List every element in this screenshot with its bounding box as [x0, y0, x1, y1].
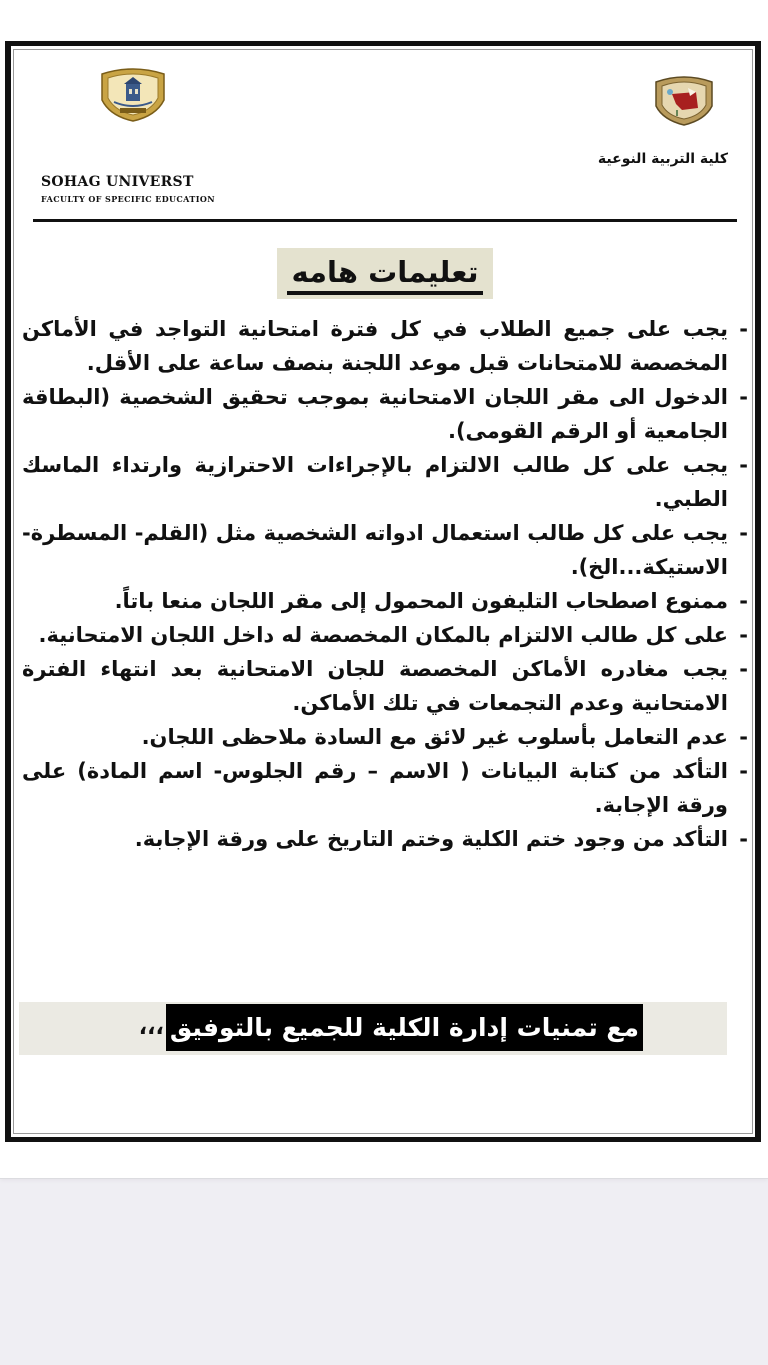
instruction-text: يجب مغادره الأماكن المخصصة للجان الامتحانية بعد انتهاء الفترة الامتحانية وعدم التجمعات في تلك الأماكن.	[22, 657, 728, 715]
bullet-dash: -	[739, 453, 748, 477]
bullet-dash: -	[739, 623, 748, 647]
university-name-en: SOHAG UNIVERST	[41, 174, 194, 190]
bullet-dash: -	[739, 827, 748, 851]
instruction-item	[22, 312, 750, 380]
bullet-dash: -	[739, 317, 748, 341]
sohag-university-logo-icon	[96, 66, 170, 122]
closing-line	[139, 1002, 643, 1053]
instruction-text: على كل طالب الالتزام بالمكان المخصصة له داخل اللجان الامتحانية.	[38, 623, 728, 647]
instruction-text: يجب على جميع الطلاب في كل فترة امتحانية التواجد في الأماكن المخصصة للامتحانات قبل موعد اللجنة بنصف ساعة على الأقل.	[22, 317, 728, 375]
instructions-list	[22, 312, 750, 856]
instruction-item	[22, 448, 750, 516]
instruction-item	[22, 720, 750, 754]
instruction-item	[22, 754, 750, 822]
instruction-item	[22, 822, 750, 856]
faculty-name-ar: كلية التربية النوعية	[597, 151, 728, 167]
closing-suffix: ،،،	[138, 1015, 164, 1040]
instruction-item	[22, 618, 750, 652]
instruction-text: الدخول الى مقر اللجان الامتحانية بموجب تحقيق الشخصية (البطاقة الجامعية أو الرقم القومى).	[22, 385, 728, 443]
instruction-text: التأكد من وجود ختم الكلية وختم التاريخ على ورقة الإجابة.	[134, 827, 728, 851]
instruction-item	[22, 380, 750, 448]
bullet-dash: -	[739, 657, 748, 681]
instruction-item	[22, 516, 750, 584]
instruction-text: يجب على كل طالب استعمال ادواته الشخصية مثل (القلم- المسطرة- الاستيكة...الخ).	[22, 521, 728, 579]
header-divider	[33, 219, 737, 222]
instruction-text: عدم التعامل بأسلوب غير لائق مع السادة ملاحظى اللجان.	[141, 725, 728, 749]
bullet-dash: -	[739, 521, 748, 545]
closing-message: مع تمنيات إدارة الكلية للجميع بالتوفيق	[166, 1004, 643, 1051]
title-banner	[277, 248, 493, 299]
bullet-dash: -	[739, 589, 748, 613]
instruction-item	[22, 652, 750, 720]
faculty-logo-icon	[652, 74, 716, 126]
bullet-dash: -	[739, 385, 748, 409]
bullet-dash: -	[739, 759, 748, 783]
instruction-text: ممنوع اصطحاب التليفون المحمول إلى مقر اللجان منعا باتاً.	[114, 589, 728, 613]
instruction-item	[22, 584, 750, 618]
instruction-text: التأكد من كتابة البيانات ( الاسم – رقم الجلوس- اسم المادة) على ورقة الإجابة.	[22, 759, 728, 817]
instruction-text: يجب على كل طالب الالتزام بالإجراءات الاحترازية وارتداء الماسك الطبي.	[22, 453, 728, 511]
closing-banner	[19, 1002, 727, 1055]
bullet-dash: -	[739, 725, 748, 749]
faculty-name-en: FACULTY OF SPECIFIC EDUCATION	[41, 194, 215, 204]
page-title: تعليمات هامه	[287, 253, 482, 295]
